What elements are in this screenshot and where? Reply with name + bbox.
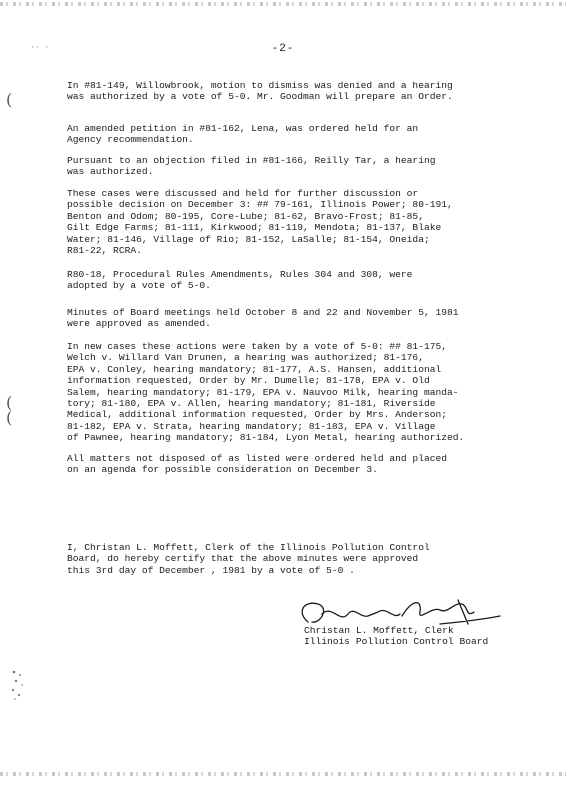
minutes-paragraph: Minutes of Board meetings held October 8 and 22 and November 5, 1981 were approved as amended.	[67, 307, 459, 330]
minutes-paragraph: R80-18, Procedural Rules Amendments, Rules 304 and 308, were adopted by a vote of 5-0.	[67, 269, 413, 292]
scan-edge-top	[0, 2, 566, 6]
minutes-paragraph: These cases were discussed and held for further discussion or possible decision on December 3: ## 79-161, Illinois Power; 80-191, Benton and Odom; 80-195, Core-Lube; 81-62, Bravo-Frost; 81-85, Gilt Edge Farms; 81-111, Kirkwood; 81-119, Mendota; 81-137, Blake Water; 81-146, Village of Rio; 81-152, LaSalle; 81-154, Oneida; R81-22, RCRA.	[67, 188, 453, 257]
margin-paren-mark: (	[6, 393, 13, 412]
minutes-paragraph: In #81-149, Willowbrook, motion to dismiss was denied and a hearing was authorized by a vote of 5-0. Mr. Goodman will prepare an Order.	[67, 80, 453, 103]
signature-name: Christan L. Moffett, Clerk	[304, 625, 454, 636]
minutes-paragraph: All matters not disposed of as listed were ordered held and placed on an agenda for possible consideration on December 3.	[67, 453, 447, 476]
signature-block	[304, 625, 544, 648]
minutes-paragraph: Pursuant to an objection filed in #81-166, Reilly Tar, a hearing was authorized.	[67, 155, 436, 178]
signature-title: Illinois Pollution Control Board	[304, 636, 489, 648]
minutes-paragraph: In new cases these actions were taken by a vote of 5-0: ## 81-175, Welch v. Willard Van Drunen, a hearing was authorized; 81-176, EPA v. Conley, hearing mandatory; 81-177, A.S. Hansen, additional information requested, Order by Mr. Dumelle; 81-178, EPA v. Old Salem, hearing mandatory; 81-179, EPA v. Nauvoo Milk, hearing manda- tory; 81-180, EPA v. Allen, hearing mandatory; 81-181, Riverside Medical, additional information requested, Order by Mrs. Anderson; 81-182, EPA v. Strata, hearing mandatory; 81-183, EPA v. Village of Pawnee, hearing mandatory; 81-184, Lyon Metal, hearing authorized.	[67, 341, 465, 444]
margin-mark: ·· ·	[30, 43, 50, 52]
margin-paren-mark: (	[6, 90, 13, 109]
scan-speckle	[9, 668, 27, 702]
page-number: -2-	[271, 43, 295, 55]
margin-paren-mark: (	[6, 408, 13, 427]
certification-paragraph: I, Christan L. Moffett, Clerk of the Illinois Pollution Control Board, do hereby certify that the above minutes were approved this 3rd day of December , 1981 by a vote of 5-0 .	[67, 542, 430, 576]
minutes-paragraph: An amended petition in #81-162, Lena, was ordered held for an Agency recommendation.	[67, 123, 419, 146]
scan-edge-bottom	[0, 772, 566, 776]
